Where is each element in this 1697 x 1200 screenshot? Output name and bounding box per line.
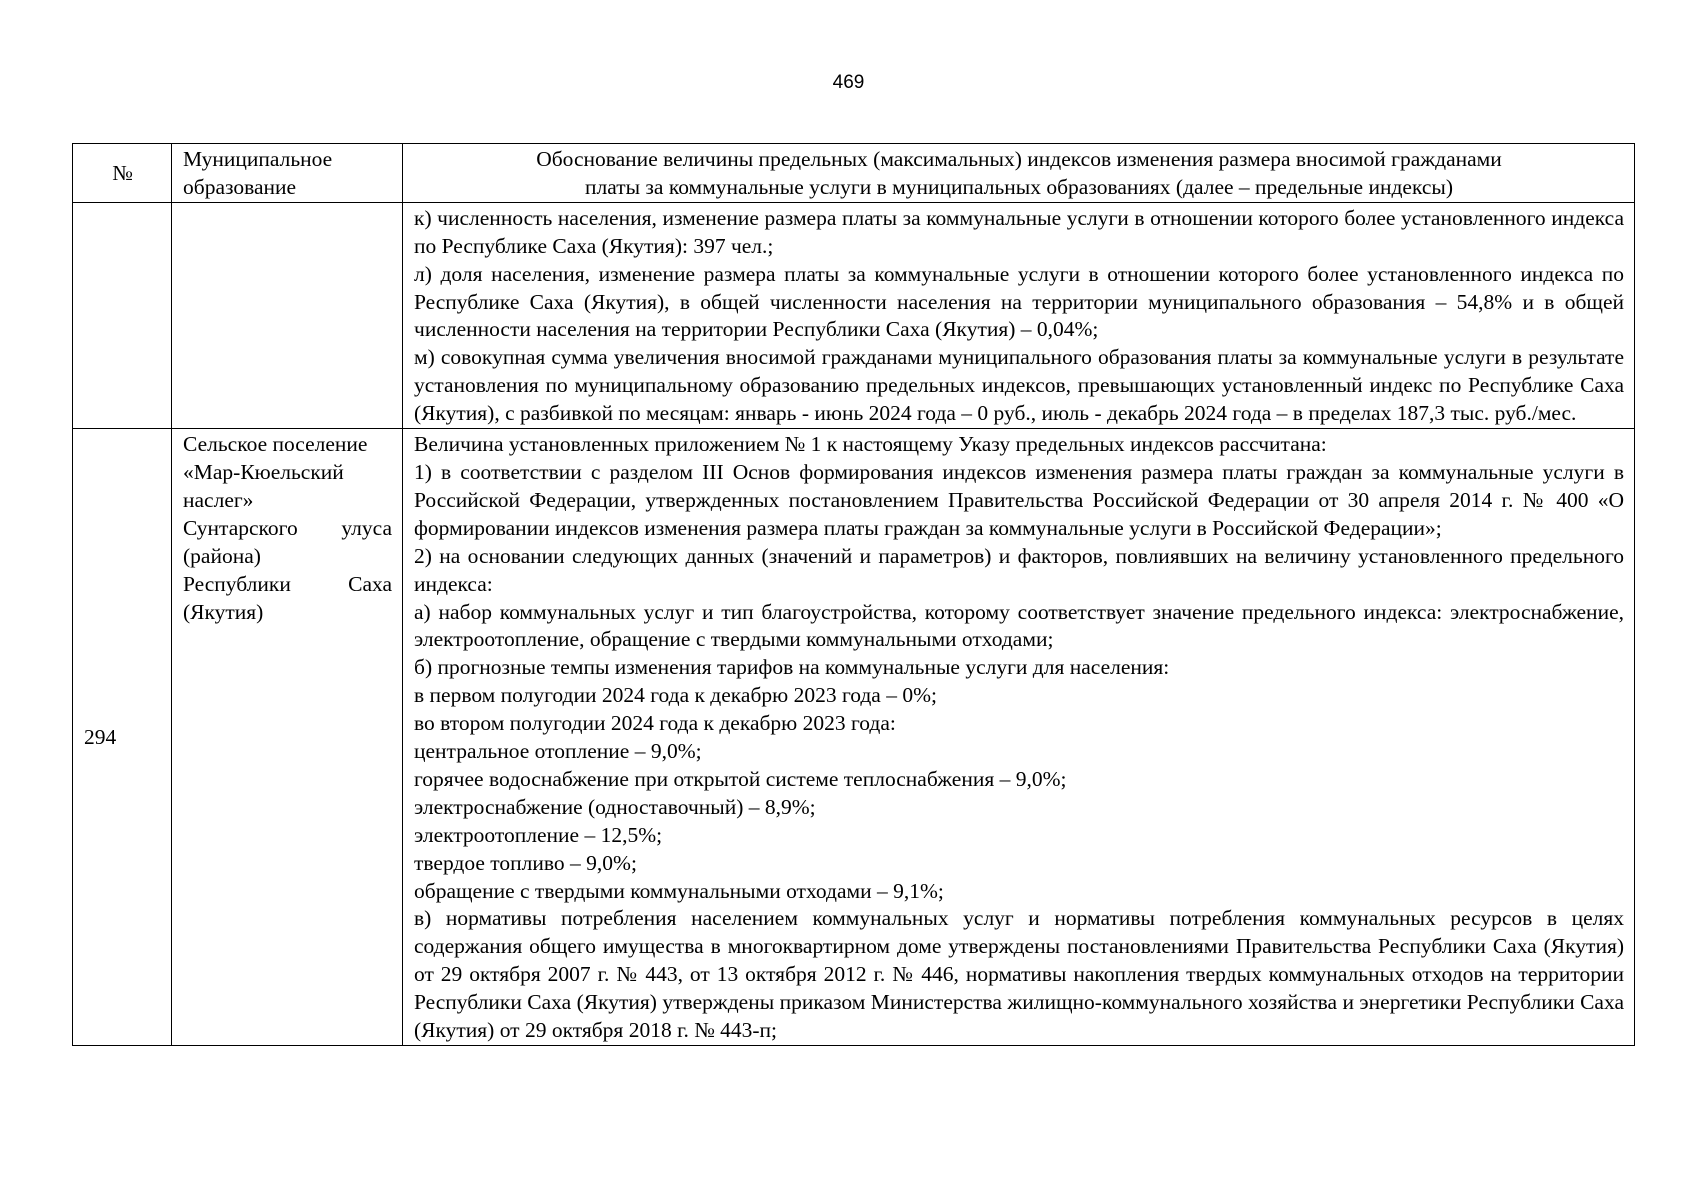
paragraph: Величина установленных приложением № 1 к настоящему Указу предельных индексов рассчитана: <box>414 432 1327 457</box>
indices-table <box>72 143 1635 1046</box>
paragraph: электроотопление – 12,5%; <box>414 822 663 847</box>
paragraph: м) совокупная сумма увеличения вносимой гражданами муниципального образования платы за коммунальные услуги в результате установления по муниципальному образованию предельных индексов, превышающих установленный индекс по Республике Саха (Якутия), с разбивкой по месяцам: январь - июнь 2024 года – 0 руб., июль - декабрь 2024 года – в пределах 187,3 тыс. руб./мес. <box>414 345 1624 426</box>
row-municipality-cell <box>172 202 403 428</box>
paragraph: а) набор коммунальных услуг и тип благоустройства, которому соответствует значение предельного индекса: электроснабжение, электроотопление, обращение с твердыми коммунальными отходами; <box>414 599 1624 652</box>
paragraph: твердое топливо – 9,0%; <box>414 850 637 875</box>
paragraph: 2) на основании следующих данных (значений и параметров) и факторов, повлиявших на величину установленного предельного индекса: <box>414 543 1624 596</box>
paragraph: 1) в соответствии с разделом III Основ формирования индексов изменения размера платы граждан за коммунальные услуги в Российской Федерации, утвержденных постановлением Правительства Российской Федерации от 30 апреля 2014 г. № 400 «О формировании индексов изменения размера платы граждан за коммунальные услуги в Российской Федерации»; <box>414 459 1624 540</box>
paragraph: к) численность населения, изменение размера платы за коммунальные услуги в отношении которого более установленного индекса по Республике Саха (Якутия): 397 чел.; <box>414 205 1624 258</box>
municipality-line: Республики Саха <box>183 571 392 596</box>
municipality-line: Сельское поселение <box>183 432 368 457</box>
header-municipality <box>172 144 403 203</box>
table-header-row <box>73 144 1635 203</box>
paragraph: л) доля населения, изменение размера платы за коммунальные услуги в отношении которого более установленного индекса по Республике Саха (Якутия), в общей численности населения на территории муниципального образования – 54,8% и в общей численности населения на территории Республики Саха (Якутия) – 0,04%; <box>414 261 1624 342</box>
row-municipality-cell <box>172 429 403 1046</box>
row-number-cell: 294 <box>73 429 172 1046</box>
header-justification-line: Обоснование величины предельных (максимальных) индексов изменения размера вносимой гражданами <box>536 147 1502 171</box>
row-number-cell <box>73 202 172 428</box>
header-justification-line: платы за коммунальные услуги в муниципальных образованиях (далее – предельные индексы) <box>585 174 1453 199</box>
paragraph: обращение с твердыми коммунальными отходами – 9,1%; <box>414 878 944 903</box>
header-justification <box>403 144 1635 203</box>
header-municipality-line: образование <box>183 174 297 199</box>
header-municipality-line: Муниципальное <box>183 147 333 171</box>
paragraph: в) нормативы потребления населением коммунальных услуг и нормативы потребления коммунальных ресурсов в целях содержания общего имущества в многоквартирном доме утверждены постановлениями Правительства Республики Саха (Якутия) от 29 октября 2007 г. № 443, от 13 октября 2012 г. № 446, нормативы накопления твердых коммунальных отходов на территории Республики Саха (Якутия) утверждены приказом Министерства жилищно-коммунального хозяйства и энергетики Республики Саха (Якутия) от 29 октября 2018 г. № 443-п; <box>414 906 1624 1043</box>
municipality-line: «Мар-Кюельский <box>183 459 344 484</box>
paragraph: горячее водоснабжение при открытой системе теплоснабжения – 9,0%; <box>414 766 1067 791</box>
paragraph: центральное отопление – 9,0%; <box>414 739 702 764</box>
page-number: 469 <box>832 72 865 93</box>
municipality-line: (Якутия) <box>183 599 264 624</box>
paragraph: электроснабжение (одноставочный) – 8,9%; <box>414 794 816 819</box>
municipality-line: (района) <box>183 543 261 568</box>
row-justification-cell <box>403 429 1635 1046</box>
paragraph: в первом полугодии 2024 года к декабрю 2023 года – 0%; <box>414 683 937 708</box>
municipality-line: Сунтарского улуса <box>183 515 392 540</box>
header-number: № <box>73 144 172 203</box>
paragraph: во втором полугодии 2024 года к декабрю 2023 года: <box>414 711 896 736</box>
municipality-line: наслег» <box>183 487 254 512</box>
row-justification-cell <box>403 202 1635 428</box>
table-row <box>73 429 1635 1046</box>
table-row <box>73 202 1635 428</box>
paragraph: б) прогнозные темпы изменения тарифов на коммунальные услуги для населения: <box>414 655 1170 680</box>
